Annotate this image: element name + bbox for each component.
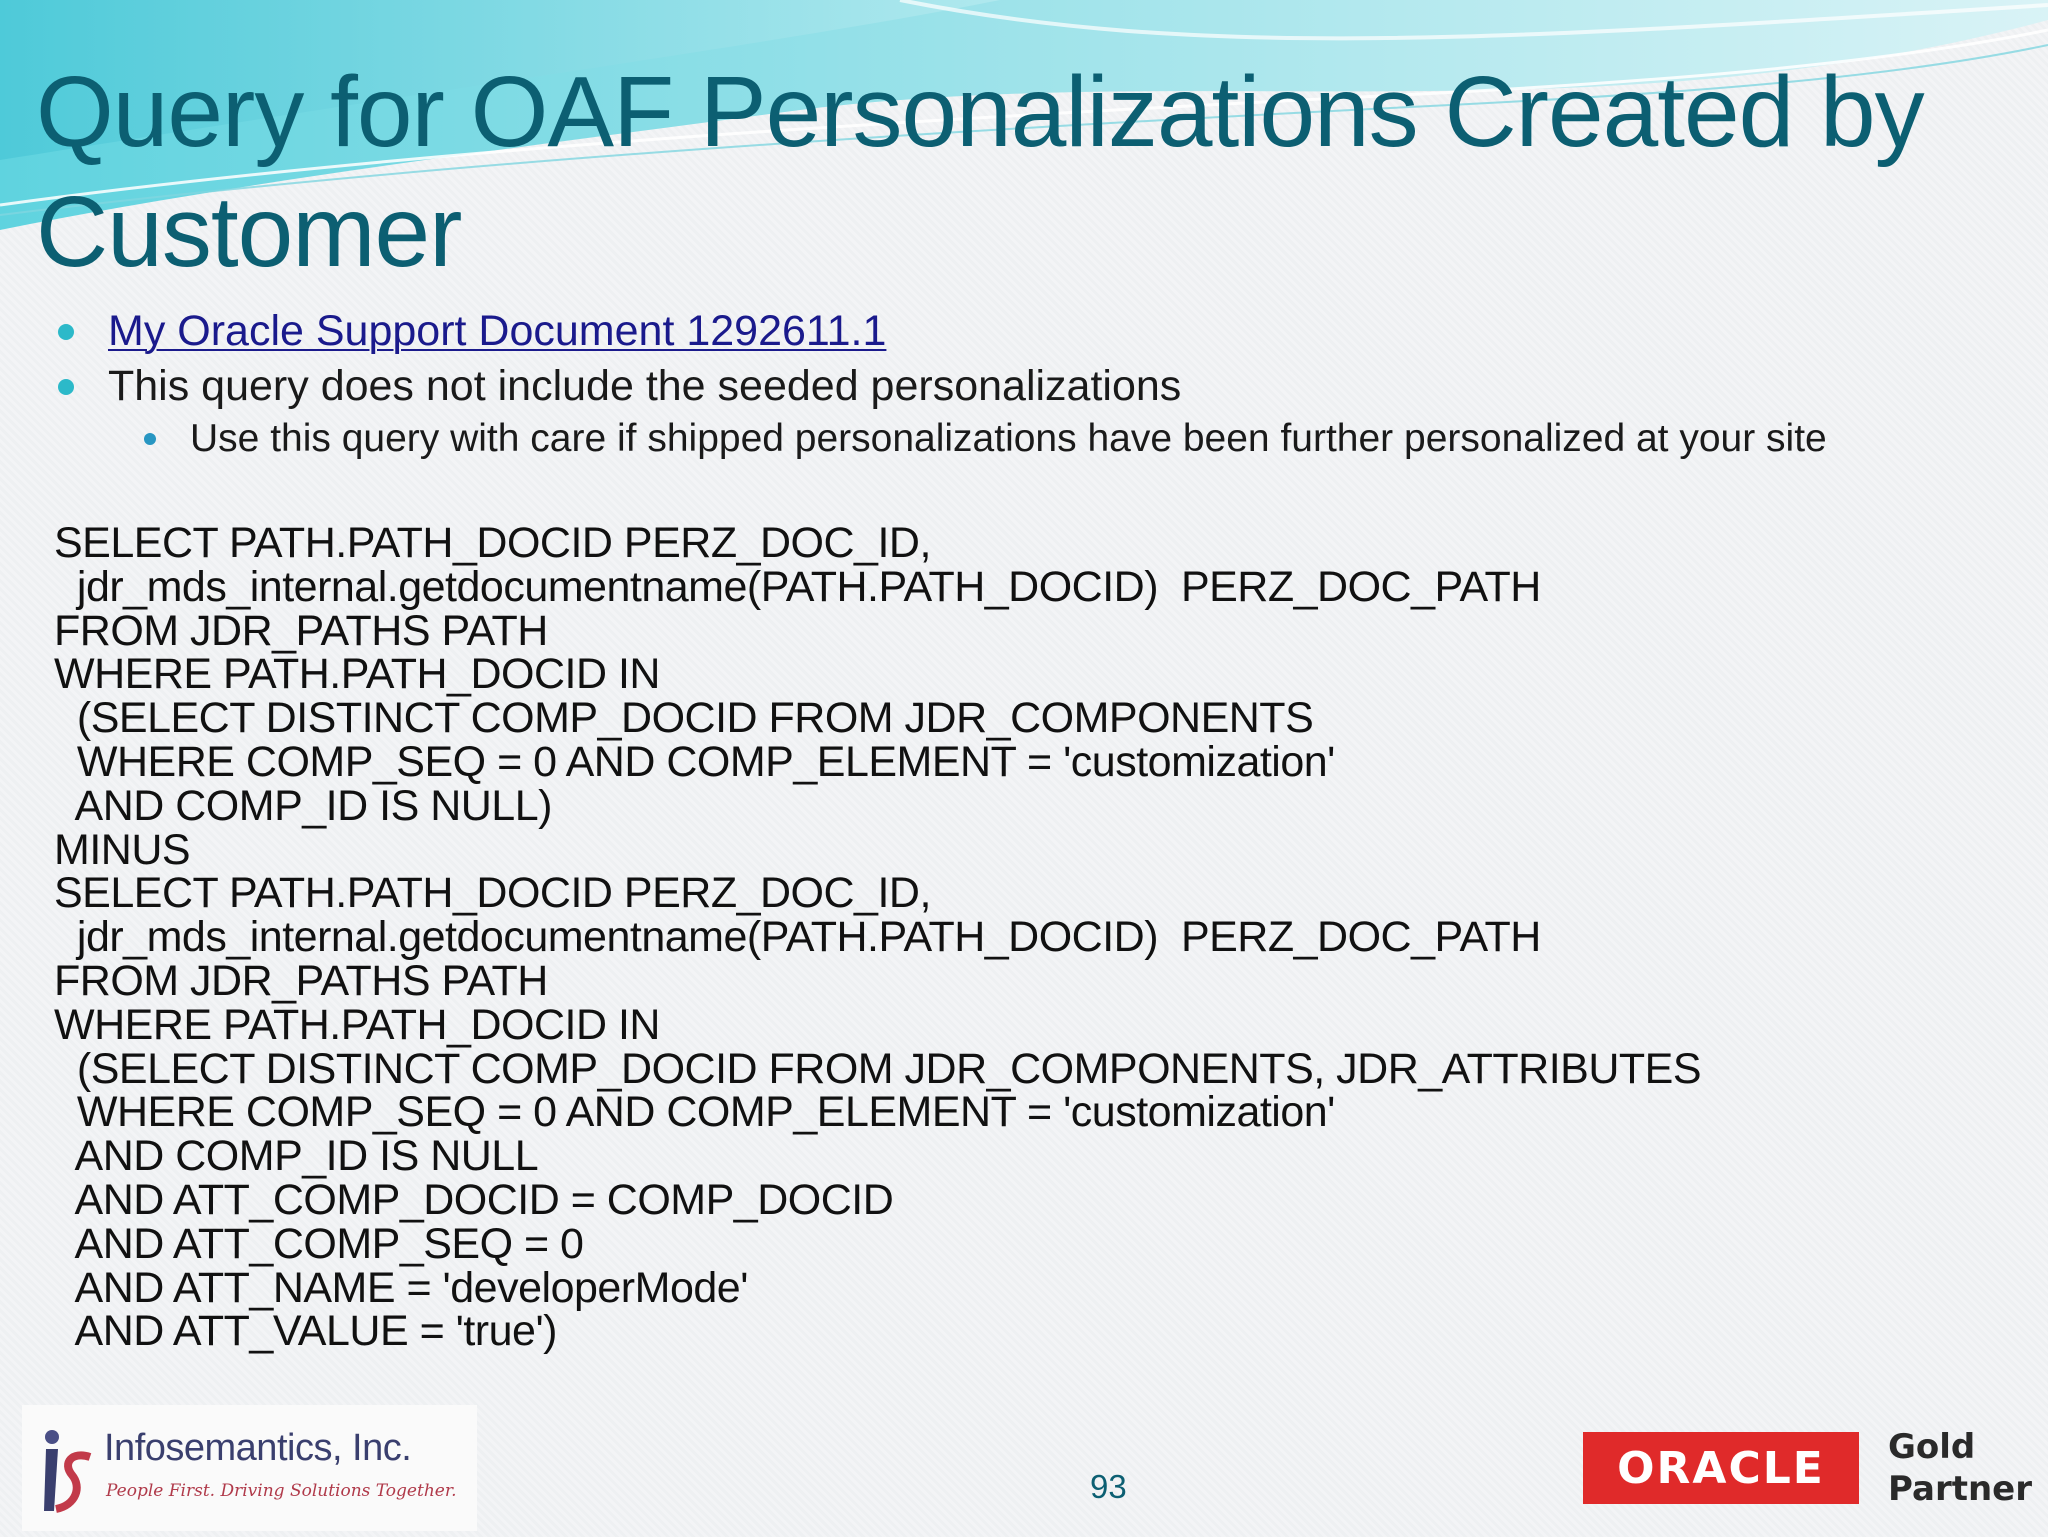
sql-line: FROM JDR_PATHS PATH <box>54 606 548 655</box>
sql-line: AND ATT_COMP_SEQ = 0 <box>54 1219 584 1268</box>
bullet-text: This query does not include the seeded personalizations <box>108 362 1182 410</box>
infosemantics-logo-icon <box>28 1427 94 1517</box>
dot-bullet-icon <box>58 379 74 395</box>
sql-line: (SELECT DISTINCT COMP_DOCID FROM JDR_COMPONENTS <box>54 694 1314 743</box>
dot-bullet-icon <box>144 433 156 445</box>
partner-level-partner: Partner <box>1888 1469 2033 1509</box>
sql-line: AND ATT_VALUE = 'true') <box>54 1307 557 1356</box>
bullet-item-seeded-note <box>58 362 1181 411</box>
sql-line: WHERE COMP_SEQ = 0 AND COMP_ELEMENT = 'customization' <box>54 737 1335 786</box>
sql-line: AND ATT_NAME = 'developerMode' <box>54 1263 748 1312</box>
company-tagline: People First. Driving Solutions Together. <box>106 1481 457 1501</box>
sql-line: SELECT PATH.PATH_DOCID PERZ_DOC_ID, <box>54 519 931 567</box>
support-document-link[interactable]: My Oracle Support Document 1292611.1 <box>108 307 887 355</box>
sql-line: WHERE COMP_SEQ = 0 AND COMP_ELEMENT = 'customization' <box>54 1088 1335 1137</box>
sql-line: jdr_mds_internal.getdocumentname(PATH.PATH_DOCID) PERZ_DOC_PATH <box>54 562 1541 611</box>
sql-line: SELECT PATH.PATH_DOCID PERZ_DOC_ID, <box>54 869 931 918</box>
sql-line: AND ATT_COMP_DOCID = COMP_DOCID <box>54 1175 894 1224</box>
sql-line: WHERE PATH.PATH_DOCID IN <box>54 650 660 699</box>
partner-level <box>1888 1426 2032 1510</box>
sql-line: AND COMP_ID IS NULL <box>54 1132 539 1181</box>
oracle-logo-text: ORACLE <box>1617 1442 1825 1494</box>
sql-line: AND COMP_ID IS NULL) <box>54 781 552 830</box>
sql-line: MINUS <box>54 825 191 874</box>
sub-bullet-item-caution <box>144 417 1827 461</box>
company-name: Infosemantics, Inc. <box>104 1427 412 1469</box>
sub-bullet-text: Use this query with care if shipped personalizations have been further personalized at your site <box>190 417 1827 460</box>
company-logo <box>22 1405 477 1531</box>
oracle-logo <box>1583 1432 1859 1504</box>
sql-line: jdr_mds_internal.getdocumentname(PATH.PATH_DOCID) PERZ_DOC_PATH <box>54 913 1541 962</box>
sql-query-block <box>54 519 2014 1356</box>
partner-level-gold: Gold <box>1888 1427 1976 1467</box>
bullet-item-support-doc <box>58 307 886 356</box>
sql-line: WHERE PATH.PATH_DOCID IN <box>54 1000 660 1049</box>
sql-line: (SELECT DISTINCT COMP_DOCID FROM JDR_COMPONENTS, JDR_ATTRIBUTES <box>54 1044 1702 1093</box>
slide-title: Query for OAF Personalizations Created by Customer <box>36 56 1924 288</box>
sql-line: FROM JDR_PATHS PATH <box>54 956 548 1005</box>
dot-bullet-icon <box>58 324 74 340</box>
page-number: 93 <box>1090 1468 1127 1505</box>
